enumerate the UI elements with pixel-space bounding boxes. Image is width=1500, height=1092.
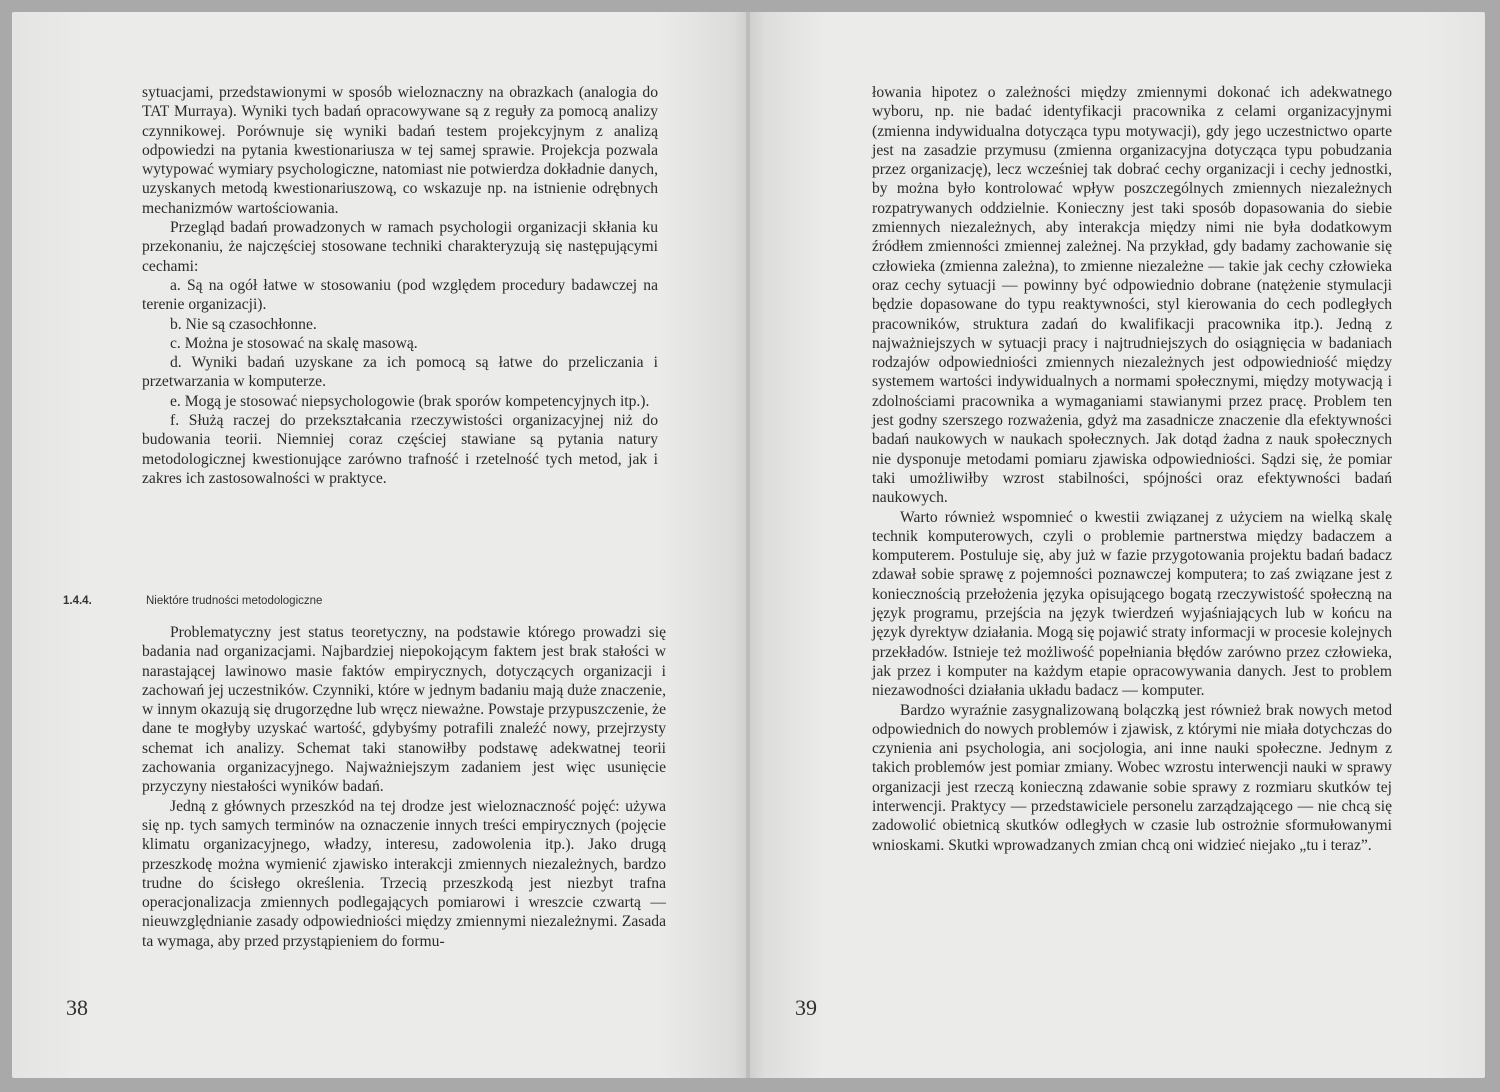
paragraph: sytuacjami, przedstawionymi w sposób wieloznaczny na obrazkach (analogia do TAT Murraya). Wyniki tych badań opracowywane są z reguły za pomocą analizy czynnikowej. Porównuje się wyniki badań testem projekcyjnym z analizą odpowiedzi na pytania kwestionariusza w tej samej sprawie. Projekcja pozwala wytypować wymiary psychologiczne, natomiast nie potwierdza dokładnie danych, uzyskanych metodą kwestionariuszową, co wskazuje np. na istnienie odrębnych mechanizmów wartościowania. — [142, 84, 658, 217]
left-page-bottom-text — [142, 623, 666, 951]
list-item: c. Można je stosować na skalę masową. — [170, 334, 418, 352]
paragraph: Jedną z głównych przeszkód na tej drodze jest wieloznaczność pojęć: używa się np. tych samych terminów na oznaczenie innych treści empirycznych (pojęcie klimatu organizacyjnego, władzy, interesu, zadowolenia itp.). Jako drugą przeszkodę można wymienić zjawisko interakcji zmiennych niezależnych, bardzo trudne do ścisłego określenia. Trzecią przeszkodą jest niezbyt trafna operacjonalizacja zmiennych podlegających pomiarowi i wreszcie czwartą — nieuwzględnianie zasady odpowiedniości między zmiennymi niezależnymi. Zasada ta wymaga, aby przed przystąpieniem do formu- — [142, 797, 666, 950]
right-page-text — [872, 83, 1392, 855]
paragraph: łowania hipotez o zależności między zmiennymi dokonać ich adekwatnego wyboru, np. nie badać identyfikacji pracownika z celami organizacyjnymi (zmienna indywidualna dotycząca typu motywacji), gdy jego uczestnictwo oparte jest na zasadzie przymusu (zmienna organizacyjna dotycząca typu pobudzania przez organizację), lecz wcześniej tak dobrać cechy organizacji i cechy jednostki, by można było kontrolować wpływ poszczególnych zmiennych niezależnych rozpatrywanych oddzielnie. Konieczny jest taki sposób dopasowania do siebie zmiennych niezależnych, aby interakcja między nimi nie była dodatkowym źródłem zmienności zmiennej zależnej. Na przykład, gdy badamy zachowanie się człowieka (zmienna zależna), to zmienne niezależne — takie jak cechy człowieka oraz cechy sytuacji — powinny być odpowiednio dobrane (natężenie stymulacji będzie dopasowane do typu reaktywności, styl kierowania do cech podległych pracowników, struktura zadań do kwalifikacji pracownika itp.). Jedną z najważniejszych w sytuacji pracy i najtrudniejszych do osiągnięcia w badaniach rodzajów odpowiedniości zmiennych niezależnych jest odpowiedniość między systemem wartości indywidualnych a normami społecznymi, między motywacją i zdolnościami pracownika a wymaganiami stawianymi przez pracę. Problem ten jest godny szerszego rozważenia, gdyż ma zasadnicze znaczenie dla efektywności badań naukowych w naukach społecznych. Jak dotąd żadna z nauk społecznych nie dysponuje metodami pomiaru zjawiska odpowiedniości. Sądzi się, że pomiar taki umożliwiłby wzrost stabilności, spójności oraz efektywności badań naukowych. — [872, 84, 1392, 507]
paragraph: Warto również wspomnieć o kwestii związanej z użyciem na wielką skalę technik komputerowych, czyli o problemie partnerstwa między badaczem a komputerem. Postuluje się, aby już w fazie przygotowania projektu badań badacz zdawał sobie sprawę z pojemności poznawczej komputera; to zaś związane jest z koniecznością przełożenia języka opisującego bogatą rzeczywistość społeczną na język programu, przejścia na język twierdzeń wyjaśniających lub w końcu na język dyrektyw działania. Mogą się pojawić straty informacji w procesie kolejnych przekładów. Istnieje też możliwość popełniania błędów zarówno przez człowieka, jak przez i komputer na każdym etapie opracowywania danych. Jest to problem niezawodności działania układu badacz — komputer. — [872, 508, 1392, 700]
list-item: e. Mogą je stosować niepsychologowie (brak sporów kompetencyjnych itp.). — [170, 392, 650, 410]
list-item: d. Wyniki badań uzyskane za ich pomocą są łatwe do przeliczania i przetwarzania w komputerze. — [142, 354, 658, 391]
page-number: 39 — [795, 995, 817, 1020]
page-number: 38 — [66, 995, 88, 1020]
left-page-top-text — [142, 83, 658, 488]
list-item: f. Służą raczej do przekształcania rzeczywistości organizacyjnej niż do budowania teorii. Niemniej coraz częściej stawiane są pytania natury metodologicznej kwestionujące zarówno trafność i rzetelność tych metod, jak i zakres ich zastosowalności w praktyce. — [142, 412, 658, 487]
section-number: 1.4.4. — [63, 595, 92, 607]
list-item: b. Nie są czasochłonne. — [170, 315, 317, 333]
paragraph: Problematyczny jest status teoretyczny, na podstawie którego prowadzi się badania nad organizacjami. Najbardziej niepokojącym faktem jest brak stałości w narastającej lawinowo masie faktów empirycznych, dotyczących organizacji i zachowań jej uczestników. Czynniki, które w jednym badaniu mają duże znaczenie, w innym okazują się drugorzędne lub wręcz nieważne. Powstaje przypuszczenie, że dane te mogłyby uzyskać wartość, gdybyśmy potrafili znaleźć nowy, przejrzysty schemat ich analizy. Schemat taki stanowiłby podstawę adekwatnej teorii zachowania organizacyjnego. Najważniejszym zadaniem jest więc usunięcie przyczyny niestałości wyników badań. — [142, 624, 666, 796]
list-item: a. Są na ogół łatwe w stosowaniu (pod względem procedury badawczej na terenie organizacji). — [142, 276, 658, 314]
paragraph: Przegląd badań prowadzonych w ramach psychologii organizacji skłania ku przekonaniu, że najczęściej stosowane techniki charakteryzują się następującymi cechami: — [142, 219, 658, 275]
paragraph: Bardzo wyraźnie zasygnalizowaną bolączką jest również brak nowych metod odpowiednich do nowych problemów i zjawisk, z którymi nie miała dotychczas do czynienia ani psychologia, ani socjologia, ani inne nauki społeczne. Jednym z takich problemów jest pomiar zmiany. Wobec wzrostu interwencji nauki w sprawy organizacji jest rzeczą konieczną zdawanie sobie sprawy z rozmiaru skutków tej interwencji. Praktycy — przedstawiciele personelu zarządzającego — nie chcą się zadowolić obietnicą skutków odległych w czasie lub ostrożnie sformułowanymi wnioskami. Skutki wprowadzanych zmian chcą oni widzieć niejako „tu i teraz”. — [872, 701, 1392, 854]
section-title: Niektóre trudności metodologiczne — [146, 595, 323, 607]
